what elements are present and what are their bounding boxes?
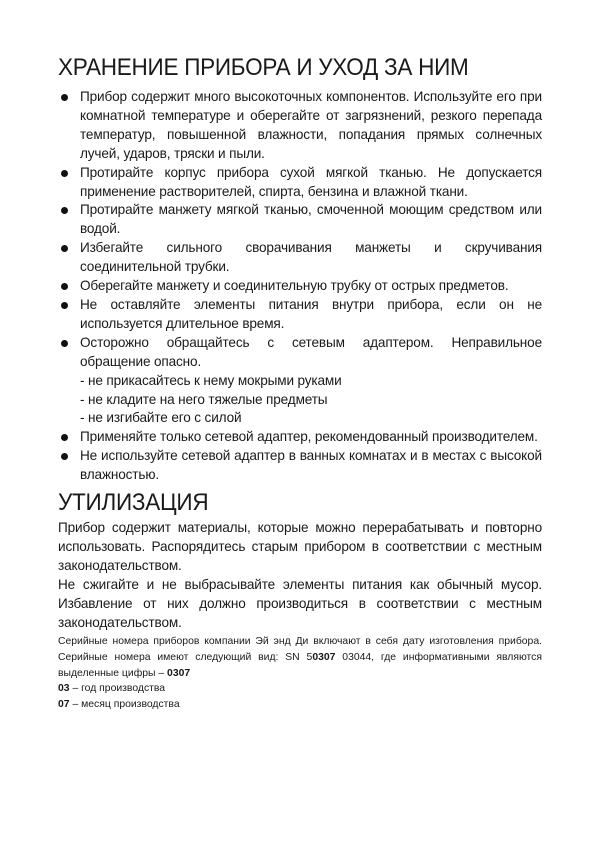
list-item: Осторожно обращайтесь с сетевым адаптером. Неправильное обращение опасно. - не прикасайтесь к нему мокрыми руками - не кладите на него тяжелые предметы - не изгибайте его с силой xyxy=(58,334,542,429)
bullet-icon xyxy=(61,302,68,309)
list-item: Не используйте сетевой адаптер в ванных комнатах и в местах с высокой влажностью. xyxy=(58,447,542,485)
bullet-icon xyxy=(61,434,68,441)
list-item: Не оставляйте элементы питания внутри прибора, если он не используется длительное время. xyxy=(58,296,542,334)
disposal-heading: УТИЛИЗАЦИЯ xyxy=(58,489,209,517)
list-item: Прибор содержит много высокоточных компонентов. Используйте его при комнатной температуре и оберегайте от загрязнений, резкого перепада температур, повышенной влажности, попадания прямых солнечных лучей, ударов, тряски и пыли. xyxy=(58,88,542,164)
page xyxy=(58,52,542,712)
storage-bullet-list xyxy=(58,88,542,485)
disposal-paragraph: Не сжигайте и не выбрасывайте элементы питания как обычный мусор. Избавление от них должно производиться в соответствии с местным законодательством. xyxy=(58,576,542,630)
bullet-icon xyxy=(61,245,68,252)
disposal-paragraph: Прибор содержит материалы, которые можно перерабатывать и повторно использовать. Распорядитесь старым прибором в соответствии с местным законодательством. xyxy=(58,520,542,573)
list-item: Применяйте только сетевой адаптер, рекомендованный производителем. xyxy=(58,428,542,447)
serial-year: 03 – год производства xyxy=(58,683,166,695)
dash-item: - не кладите на него тяжелые предметы xyxy=(80,391,328,407)
list-item: Протирайте манжету мягкой тканью, смоченной моющим средством или водой. xyxy=(58,201,542,239)
list-item: Избегайте сильного сворачивания манжеты и скручивания соединительной трубки. xyxy=(58,239,542,277)
bullet-icon xyxy=(61,94,68,101)
serial-intro: Серийные номера приборов компании Эй энд Ди включают в себя дату изготовления прибора. Серийные номера имеют следующий вид: SN 50307 03044, где информативными являются выделенные цифры – 0307 xyxy=(58,636,542,679)
list-item: Оберегайте манжету и соединительную трубку от острых предметов. xyxy=(58,277,542,296)
adapter-warning-list xyxy=(80,372,542,429)
bullet-icon xyxy=(61,207,68,214)
serial-number-note xyxy=(58,634,542,712)
bullet-icon xyxy=(61,340,68,347)
dash-item: - не прикасайтесь к нему мокрыми руками xyxy=(80,372,342,388)
dash-item: - не изгибайте его с силой xyxy=(80,410,242,426)
bullet-icon xyxy=(61,170,68,177)
serial-month: 07 – месяц производства xyxy=(58,698,180,710)
list-item: Протирайте корпус прибора сухой мягкой тканью. Не допускается применение растворителей, спирта, бензина и влажной ткани. xyxy=(58,164,542,202)
bullet-icon xyxy=(61,283,68,290)
storage-heading: ХРАНЕНИЕ ПРИБОРА И УХОД ЗА НИМ xyxy=(58,54,469,81)
bullet-icon xyxy=(61,453,68,460)
